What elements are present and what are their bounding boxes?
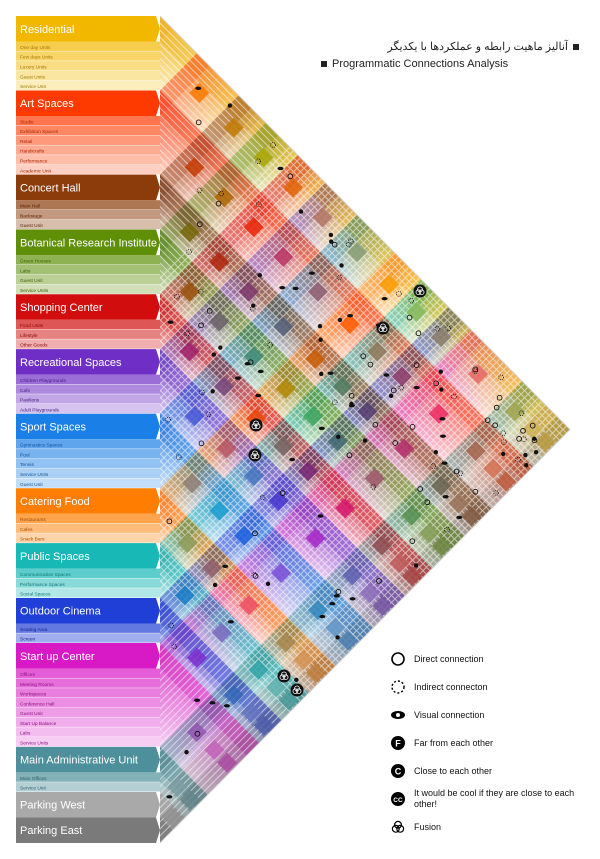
fusion-marker [278,670,291,683]
legend-item-far [390,729,595,757]
category-concert-hall [16,175,160,229]
visual-connection-marker [289,458,295,461]
legend-label: Far from each other [414,737,494,748]
sub-item-label: Performance Spaces [20,582,65,588]
direct-connection-icon [390,651,406,667]
visual-connection-marker [195,87,201,90]
category-header-label: Start up Center [20,650,95,663]
sub-item-label: Screen [20,637,36,643]
visual-connection-marker [347,314,353,317]
visual-connection-marker [443,495,449,498]
category-botanical-research-institute [16,230,160,294]
category-header-label: Catering Food [20,495,90,508]
close-marker [213,583,217,587]
sub-item-label: Communication Spaces [20,572,71,578]
category-header-label: Public Spaces [20,550,90,563]
sub-item-bar [16,459,160,468]
sub-item-label: Performance [20,159,48,165]
category-header-label: Residential [20,23,75,36]
sub-item-bar [16,384,160,393]
visual-connection-marker [328,371,334,374]
sub-item-label: Service Unit [20,85,46,91]
visual-connection-marker [318,514,324,517]
close-marker [258,273,262,277]
close-marker [218,345,222,349]
visual-connection-marker [442,462,448,465]
legend-label: It would be cool if they are close to each other! [414,788,575,809]
close-icon [390,763,406,779]
far-icon [390,735,406,751]
sub-item-label: Retail [20,139,33,145]
sub-item-bar [16,727,160,736]
legend-label: Fusion [414,821,442,832]
svg-text:C: C [394,766,402,777]
sub-item-label: Cafes [20,527,33,533]
close-marker [439,370,443,374]
sub-item-label: Service Units [20,473,49,479]
sub-item-label: Snack Bars [20,537,45,543]
sub-item-label: Tennis [20,463,34,469]
visual-connection-marker [210,701,216,704]
sub-item-bar [16,136,160,145]
sub-item-label: Guest Unit [20,482,43,488]
sub-item-label: Green Houses [20,259,51,265]
sub-item-label: Guest Unit [20,279,43,285]
close-marker [329,239,333,243]
category-header-label: Art Spaces [20,98,74,111]
close-marker [524,463,528,467]
category-main-administrative-unit [16,747,160,792]
sub-item-label: Service Unit [20,786,46,792]
close-marker [339,263,343,267]
fusion-icon [390,819,406,835]
sub-item-bar [16,669,160,678]
indirect-connection-icon [390,679,406,695]
visual-connection-marker [382,297,388,300]
visual-connection-marker [350,597,356,600]
sub-item-label: Restaurants [20,518,46,524]
close-marker [318,324,322,328]
visual-connection-marker [293,287,299,290]
visual-connection-marker [439,417,445,420]
fusion-marker [291,684,304,697]
category-shopping-center [16,294,160,348]
close-marker [336,435,340,439]
legend-item-close [390,757,595,785]
visual-connection-marker [309,271,315,274]
sub-item-label: Other Goods [20,343,48,349]
category-header-label: Concert Hall [20,182,81,195]
category-recreational-spaces [16,349,160,413]
sub-item-bar [16,633,160,642]
legend-item-direct [390,645,595,673]
close-marker [329,233,333,237]
category-parking-east [16,817,160,843]
category-header-label: Parking West [20,799,86,812]
fusion-marker [249,449,262,462]
sub-item-label: Backstage [20,214,43,220]
sub-item-label: Labs [20,269,31,275]
fusion-marker [414,285,427,298]
fusion-marker [377,322,390,335]
title-english-text: Programmatic Connections Analysis [332,58,509,70]
visual-connection-marker [224,704,230,707]
sub-item-label: Academic Unit [20,169,51,175]
visual-connection-marker [414,386,420,389]
legend-item-cool [390,785,595,813]
visual-connection-marker [334,594,340,597]
legend-label: Direct connection [414,653,484,664]
visual-connection-marker [255,394,261,397]
visual-connection-marker [245,362,251,365]
close-marker [319,372,323,376]
visual-connection-marker [194,699,200,702]
sub-item-label: Labs [20,731,31,737]
close-marker [318,338,322,342]
sub-item-label: Service Units [20,741,49,747]
sub-item-label: Meeting Rooms [20,682,54,688]
fusion-marker [250,419,263,432]
visual-connection-marker [456,516,462,519]
visual-connection-marker [319,427,325,430]
sub-item-label: Workspaces [20,692,47,698]
category-header-label: Parking East [20,825,83,838]
title-persian-text: آنالیز ماهیت رابطه و عملکردها با یکدیگر [387,41,568,53]
category-sport-spaces [16,414,160,488]
band-up [160,0,600,42]
bullet-icon [573,44,579,50]
close-marker [228,103,232,107]
sub-item-label: Start Up Balance [20,721,57,727]
category-labels [16,16,160,843]
visual-connection-marker [383,373,389,376]
visual-connection-icon [390,707,406,723]
visual-connection-marker [166,795,172,798]
legend-item-indirect [390,673,595,701]
cool-icon [390,791,406,807]
legend-item-visual [390,701,595,729]
close-marker [266,582,270,586]
sub-item-label: Few days Units [20,55,53,61]
close-marker [363,438,367,442]
sub-item-label: Conference Hall [20,702,55,708]
visual-connection-marker [329,602,335,605]
category-art-spaces [16,90,160,174]
svg-text:CC: CC [393,797,403,804]
sub-item-label: Food Units [20,324,44,330]
close-marker [294,678,298,682]
close-marker [414,563,418,567]
visual-connection-marker [279,286,285,289]
sub-item-label: One day Units [20,45,51,51]
legend-label: Close to each other [414,765,493,776]
close-marker [389,394,393,398]
legend-label: Indirect connecton [414,681,488,692]
category-public-spaces [16,543,160,597]
sub-item-label: Exhibition Spaces [20,130,59,136]
sub-item-label: Service Units [20,288,49,294]
sub-item-bar [16,449,160,458]
title-english [316,58,508,70]
sub-item-label: Seating Area [20,627,48,633]
svg-text:F: F [395,738,401,749]
sub-item-label: Social Spaces [20,592,51,598]
category-catering-food [16,488,160,542]
category-header-label: Recreational Spaces [20,356,122,369]
close-marker [299,209,303,213]
visual-connection-marker [235,376,241,379]
close-marker [501,452,505,456]
sub-item-label: Handicrafts [20,149,45,155]
close-marker [338,318,342,322]
sub-item-label: Guest Units [20,75,46,81]
legend [390,645,595,841]
sub-item-label: Main Hall [20,204,40,210]
visual-connection-marker [319,615,325,618]
sub-item-bar [16,265,160,274]
sub-item-label: Cafe [20,388,31,394]
close-marker [434,450,438,454]
category-header-label: Outdoor Cinema [20,605,101,618]
sub-item-label: Adult Playgrounds [20,408,59,414]
sub-item-bar [16,116,160,125]
category-start-up-center [16,643,160,746]
category-header-label: Botanical Research Institute [20,237,157,250]
close-marker [212,352,216,356]
visual-connection-marker [440,434,446,437]
close-marker [335,635,339,639]
sub-item-label: Studio [20,120,34,126]
sub-item-label: Children Playgrounds [20,379,66,385]
close-marker [184,750,188,754]
sub-item-label: Luxury Units [20,65,47,71]
category-parking-west [16,792,160,818]
category-header-label: Sport Spaces [20,421,87,434]
close-marker [534,450,538,454]
sub-item-label: Guest Unit [20,712,43,718]
category-header-label: Main Administrative Unit [20,754,138,767]
sub-item-label: Main Offices [20,776,47,782]
title-persian [387,40,584,53]
category-outdoor-cinema [16,598,160,643]
sub-item-label: Gymnastics Spaces [20,443,63,449]
category-header-label: Shopping Center [20,301,103,314]
sub-item-label: Offices [20,672,35,678]
legend-label: Visual connection [414,709,485,720]
visual-connection-marker [168,320,174,323]
visual-connection-marker [277,167,283,170]
visual-connection-marker [222,565,228,568]
close-marker [523,453,527,457]
visual-connection-marker [349,404,355,407]
visual-connection-marker [258,370,264,373]
bullet-icon [321,61,327,67]
sub-item-label: Lifestyle [20,333,38,339]
close-marker [210,389,214,393]
category-residential [16,16,160,90]
visual-connection-marker [228,620,234,623]
legend-item-fusion [390,813,595,841]
sub-item-label: Pavilions [20,398,40,404]
sub-item-bar [16,524,160,533]
close-marker [439,387,443,391]
sub-item-label: Guest Unit [20,224,43,230]
sub-item-label: Pool [20,453,30,459]
